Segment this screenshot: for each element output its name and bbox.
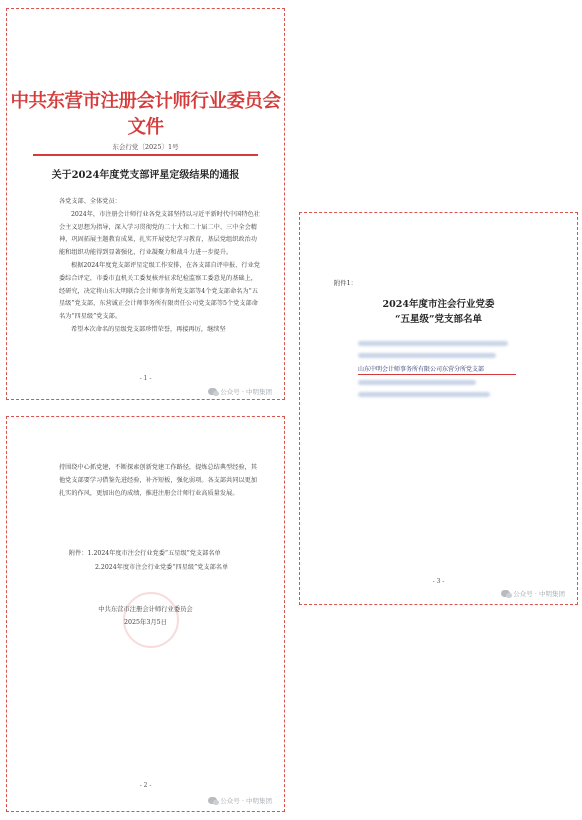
page-number: - 1 - — [139, 375, 152, 382]
annex-title — [300, 297, 577, 327]
wechat-icon — [208, 797, 217, 804]
redacted-entry — [358, 392, 490, 397]
document-body — [59, 196, 260, 337]
highlighted-entry: 山东中明会计师事务所有限公司东营分所党支部 — [358, 364, 516, 375]
wechat-icon — [501, 590, 510, 597]
paragraph: 2024年，市注册会计师行业各党支部坚持以习近平新时代中国特色社会主义思想为指导，深入学习贯彻党的二十大和二十届二中、三中全会精神，巩固拓展主题教育成果，扎实开展党纪学习教育，基层党组织政治功能和组织功能得到显著强化，行业凝聚力和战斗力进一步提升。 — [59, 210, 260, 257]
salutation: 各党支部、全体党员： — [59, 198, 121, 205]
watermark — [208, 387, 272, 396]
document-header: 中共东营市注册会计师行业委员会文件 — [10, 91, 281, 138]
document-body — [59, 462, 260, 500]
annex-title-line: 2024年度市注会行业党委 — [382, 299, 495, 310]
document-number: 东会行党〔2025〕1号 — [112, 143, 179, 151]
paragraph: 根据2024年度党支部评星定级工作安排，在各支部自评申报、行业党委综合评定，市委市直机关工委复核并征求纪检监察工委意见的基础上，经研究，决定将山东大明联合会计师事务所党支部等4个党支部命名为“五星级”党支部，东营诚正会计师事务所有限责任公司党支部等5个党支部命名为“四星级”党支部。 — [59, 261, 260, 321]
attachment-item: 附件：1.2024年度市注会行业党委“五星级”党支部名单 — [69, 550, 221, 557]
attachments — [69, 547, 266, 575]
page-number: - 2 - — [139, 782, 152, 789]
paragraph: 希望本次命名的星级党支部珍惜荣誉，再接再厉，继续坚 — [71, 325, 226, 333]
watermark-text: 公众号 · 中明集团 — [513, 590, 565, 598]
redacted-entry — [358, 380, 476, 385]
signature-block — [7, 603, 284, 629]
wechat-icon — [208, 388, 217, 395]
redacted-entry — [358, 353, 496, 358]
document-page-2 — [6, 416, 285, 812]
document-page-1 — [6, 8, 285, 400]
attachment-item: 2.2024年度市注会行业党委“四星级”党支部名单 — [95, 564, 229, 571]
page-number: - 3 - — [432, 578, 445, 585]
branch-list — [358, 341, 518, 403]
document-title: 关于2024年度党支部评星定级结果的通报 — [51, 170, 240, 181]
watermark — [208, 796, 272, 805]
watermark — [501, 589, 565, 598]
paragraph: 持围绕中心抓党建，不断探索创新党建工作路径，提炼总结典型经验，其他党支部要学习借鉴先进经验，补齐短板，强化弱项。各支部共同以更加扎实的作风，更加出色的成绩，推进注册会计师行业高质量发展。 — [59, 464, 257, 497]
annex-title-line: “五星级”党支部名单 — [395, 314, 482, 325]
document-page-3 — [299, 212, 578, 605]
date: 2025年3月5日 — [124, 619, 167, 626]
annex-label: 附件1： — [334, 280, 357, 287]
watermark-text: 公众号 · 中明集团 — [220, 388, 272, 396]
watermark-text: 公众号 · 中明集团 — [220, 797, 272, 805]
signer: 中共东营市注册会计师行业委员会 — [98, 606, 193, 613]
redacted-entry — [358, 341, 508, 346]
header-divider — [33, 154, 258, 156]
